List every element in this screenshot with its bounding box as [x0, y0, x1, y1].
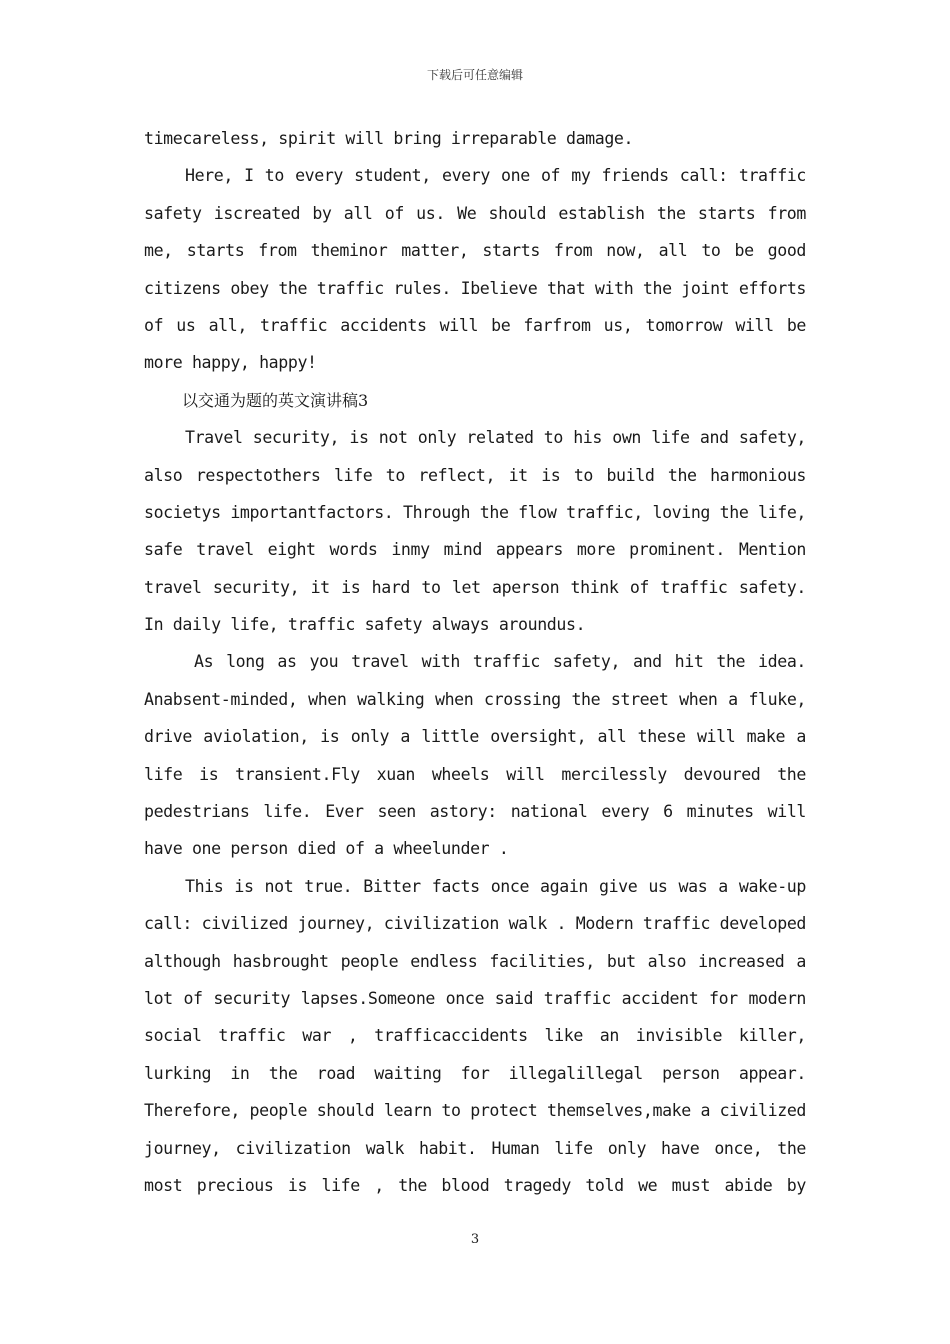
text-line: safe travel eight words inmy mind appears more prominent. Mention	[144, 540, 806, 560]
text-line: safety iscreated by all of us. We should establish the starts from	[144, 203, 806, 223]
text-line: more happy, happy!	[144, 353, 317, 373]
text-line: life is transient.Fly xuan wheels will mercilessly devoured the	[144, 764, 806, 784]
section-heading: 以交通为题的英文演讲稿3	[182, 390, 369, 410]
text-line: journey, civilization walk habit. Human life only have once, the	[144, 1138, 806, 1158]
text-line: societys importantfactors. Through the flow traffic, loving the life,	[144, 502, 806, 522]
text-line: travel security, it is hard to let aperson think of traffic safety.	[144, 577, 806, 597]
text-line: lot of security lapses.Someone once said traffic accident for modern	[144, 988, 806, 1008]
text-line: Therefore, people should learn to protect themselves,make a civilized	[144, 1101, 806, 1121]
text-line: have one person died of a wheelunder .	[144, 839, 509, 859]
text-line: timecareless, spirit will bring irreparable damage.	[144, 129, 634, 148]
text-line: most precious is life , the blood tragedy told we must abide by	[144, 1175, 806, 1195]
text-line: In daily life, traffic safety always aroundus.	[144, 615, 586, 635]
paragraph-first-line: Travel security, is not only related to his own life and safety,	[185, 428, 806, 448]
paragraph-first-line: As long as you travel with traffic safety, and hit the idea.	[194, 652, 806, 672]
text-line: call: civilized journey, civilization walk . Modern traffic developed	[144, 914, 806, 934]
text-line: lurking in the road waiting for illegalillegal person appear.	[144, 1063, 806, 1083]
text-line: pedestrians life. Ever seen astory: national every 6 minutes will	[144, 802, 806, 822]
page-number: 3	[470, 1232, 480, 1247]
text-line: Anabsent-minded, when walking when crossing the street when a fluke,	[144, 689, 806, 709]
text-line: citizens obey the traffic rules. Ibelieve that with the joint efforts	[144, 278, 806, 298]
page-header: 下载后可任意编辑	[426, 68, 523, 82]
text-line: me, starts from theminor matter, starts from now, all to be good	[144, 241, 806, 261]
paragraph-first-line: This is not true. Bitter facts once again give us was a wake-up	[185, 876, 806, 896]
paragraph-first-line: Here, I to every student, every one of my friends call: traffic	[185, 166, 806, 186]
text-line: social traffic war , trafficaccidents like an invisible killer,	[144, 1026, 806, 1046]
text-line: although hasbrought people endless facilities, but also increased a	[144, 951, 806, 971]
text-line: drive aviolation, is only a little oversight, all these will make a	[144, 727, 806, 747]
text-line: of us all, traffic accidents will be farfrom us, tomorrow will be	[144, 315, 806, 335]
text-line: also respectothers life to reflect, it is to build the harmonious	[144, 465, 806, 485]
document-body	[144, 120, 806, 1204]
